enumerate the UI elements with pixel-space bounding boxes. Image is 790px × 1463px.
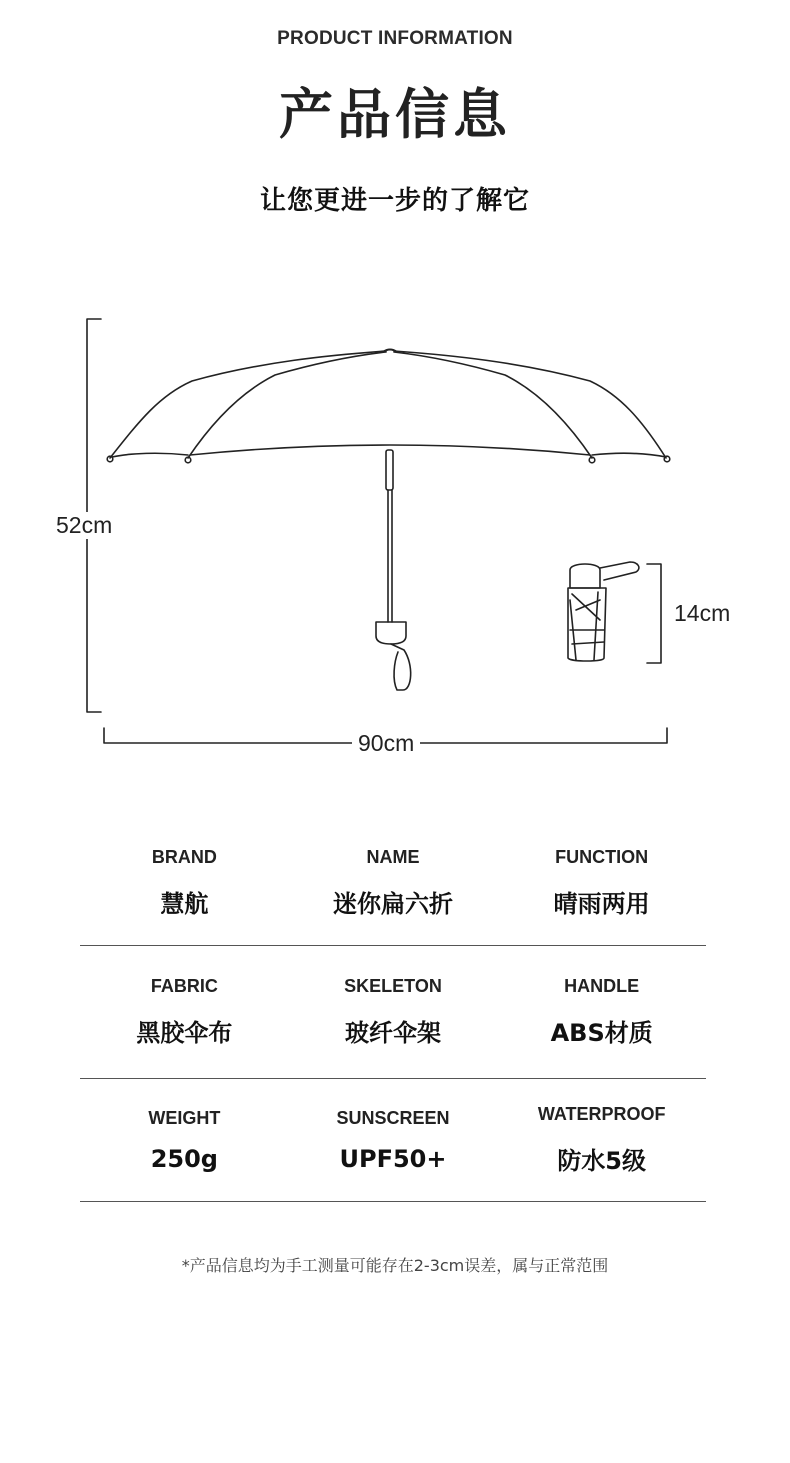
spec-label: HANDLE <box>564 976 640 996</box>
umbrella-illustration <box>0 300 790 770</box>
page-subtitle: 让您更进一步的了解它 <box>259 186 530 216</box>
spec-label: SKELETON <box>344 976 442 996</box>
measurement-note: *产品信息均为手工测量可能存在2-3cm误差，属与正常范围 <box>181 1256 609 1275</box>
spec-cell-skeleton <box>289 946 498 1078</box>
height-open-label: 52cm <box>50 512 118 539</box>
spec-value: 迷你扁六折 <box>332 889 453 918</box>
spec-label: FABRIC <box>150 976 218 996</box>
open-umbrella-icon <box>107 350 670 691</box>
spec-label: FUNCTION <box>555 846 649 867</box>
spec-value: 250g <box>150 1144 218 1173</box>
spec-value: 晴雨两用 <box>553 889 650 918</box>
spec-value: 玻纤伞架 <box>344 1019 441 1047</box>
section-kicker: PRODUCT INFORMATION <box>277 28 513 49</box>
spec-cell-fabric <box>80 946 289 1078</box>
spec-row <box>80 1079 706 1202</box>
spec-value: ABS材质 <box>550 1019 653 1047</box>
spec-value: 慧航 <box>160 889 209 918</box>
spec-cell-handle <box>497 946 706 1078</box>
umbrella-diagram <box>0 300 790 770</box>
width-open-label: 90cm <box>352 730 420 757</box>
spec-value: UPF50+ <box>339 1144 447 1173</box>
spec-cell-sunscreen <box>289 1079 498 1201</box>
spec-table <box>80 820 706 1202</box>
spec-cell-brand <box>80 820 289 945</box>
spec-cell-waterproof <box>497 1079 706 1201</box>
folded-umbrella-icon <box>568 562 639 661</box>
spec-row <box>80 820 706 946</box>
spec-row <box>80 946 706 1079</box>
spec-cell-function <box>497 820 706 945</box>
spec-label: WATERPROOF <box>537 1104 666 1124</box>
spec-cell-name <box>289 820 498 945</box>
height-folded-label: 14cm <box>668 600 736 627</box>
spec-value: 防水5级 <box>557 1147 647 1175</box>
spec-label: SUNSCREEN <box>336 1107 450 1128</box>
folded-height-bracket <box>647 564 661 663</box>
page-title: 产品信息 <box>279 83 511 146</box>
spec-label: NAME <box>366 846 420 867</box>
spec-value: 黑胶伞布 <box>136 1019 233 1047</box>
spec-label: BRAND <box>151 846 217 867</box>
spec-cell-weight <box>80 1079 289 1201</box>
spec-label: WEIGHT <box>148 1107 221 1128</box>
